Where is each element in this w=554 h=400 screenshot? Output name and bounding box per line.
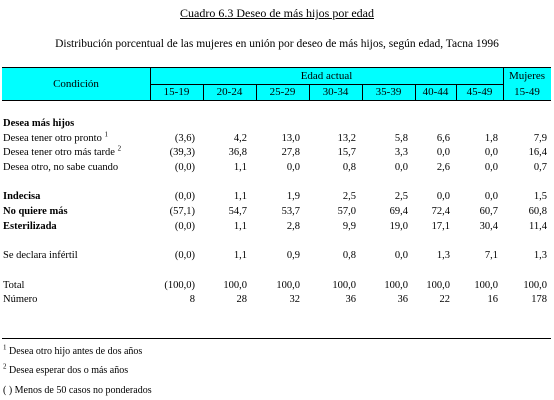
cell-value: 1,1 <box>233 250 247 262</box>
cell-value: 1,3 <box>533 250 547 262</box>
table-body <box>0 117 554 308</box>
cell-value: 100,0 <box>474 279 498 291</box>
row-label <box>3 279 24 294</box>
cell-value: 0,8 <box>342 250 356 262</box>
table-row <box>0 293 554 308</box>
cell-value: 11,4 <box>529 220 547 232</box>
row-label-text: Se declara infértil <box>3 250 78 262</box>
table-spacer <box>0 264 554 279</box>
row-label-text: Desea más hijos <box>3 118 75 129</box>
footnote-marker: 2 <box>117 144 122 153</box>
cell-value: 17,1 <box>431 220 450 232</box>
cell-value: 0,0 <box>484 191 498 203</box>
table-row <box>0 279 554 294</box>
cell-value: 32 <box>289 294 300 306</box>
cell-value: 5,8 <box>394 132 408 144</box>
row-label-text: Desea otro, no sabe cuando <box>3 162 119 174</box>
cell-value: 1,5 <box>533 191 547 203</box>
row-label-text: No quiere más <box>3 206 68 218</box>
row-label <box>3 205 68 220</box>
footnote-marker: 1 <box>104 130 108 139</box>
header-age-group: 20-24 <box>216 86 243 98</box>
cell-value: 28 <box>236 294 247 306</box>
footnote-text: Desea esperar dos o más años <box>9 365 129 376</box>
cell-value: 4,2 <box>233 132 247 144</box>
row-label-text: Total <box>3 279 25 291</box>
row-label <box>3 132 108 147</box>
cell-value: 60,8 <box>528 206 547 218</box>
cell-value: 36 <box>345 294 356 306</box>
cell-value: 57,0 <box>337 206 356 218</box>
cell-value: 100,0 <box>276 279 300 291</box>
cell-value: 30,4 <box>479 220 498 232</box>
row-label-text: Esterilizada <box>3 220 57 232</box>
footnote <box>3 384 152 398</box>
cell-value: 100,0 <box>332 279 356 291</box>
table-row <box>0 205 554 220</box>
header-age-group: 25-29 <box>269 86 296 98</box>
header-mujeres: Mujeres <box>508 70 546 82</box>
table-spacer <box>0 235 554 250</box>
footnote <box>3 345 142 359</box>
cell-value: 1,9 <box>286 191 300 203</box>
table-header <box>2 67 551 101</box>
cell-value: 178 <box>531 294 547 306</box>
cell-value: 8 <box>189 294 195 306</box>
cell-value: 0,7 <box>533 162 547 174</box>
cell-value: 27,8 <box>281 147 300 159</box>
cell-value: (3,6) <box>174 132 195 144</box>
table-row <box>0 161 554 176</box>
header-age-group: 40-44 <box>422 86 449 98</box>
cell-value: (57,1) <box>169 206 195 218</box>
row-label <box>3 146 121 161</box>
row-label-text: Desea tener otro pronto <box>3 132 102 144</box>
header-condicion: Condición <box>53 78 99 90</box>
table-spacer <box>0 176 554 191</box>
row-label <box>3 220 57 235</box>
cell-value: 54,7 <box>228 206 247 218</box>
cell-value: 13,0 <box>281 132 300 144</box>
cell-value: (100,0) <box>164 279 195 291</box>
cell-value: 3,3 <box>394 147 408 159</box>
cell-value: 16,4 <box>528 147 547 159</box>
table-subtitle: Distribución porcentual de las mujeres en unión por deseo de más hijos, según edad, Tacna 1996 <box>55 38 499 50</box>
cell-value: 0,9 <box>286 250 300 262</box>
cell-value: 19,0 <box>389 220 408 232</box>
row-label <box>3 117 74 132</box>
cell-value: 0,0 <box>484 147 498 159</box>
table-bottom-rule <box>2 338 551 339</box>
cell-value: 1,3 <box>436 250 450 262</box>
cell-value: 69,4 <box>389 206 408 218</box>
footnote-text: Desea otro hijo antes de dos años <box>9 346 143 357</box>
cell-value: 2,5 <box>394 191 408 203</box>
cell-value: 53,7 <box>281 206 300 218</box>
table-row <box>0 190 554 205</box>
cell-value: 36 <box>397 294 408 306</box>
row-label <box>3 249 78 264</box>
table-row <box>0 117 554 132</box>
cell-value: 0,0 <box>436 191 450 203</box>
table-row <box>0 132 554 147</box>
table-row <box>0 146 554 161</box>
cell-value: (0,0) <box>174 162 195 174</box>
cell-value: 1,1 <box>233 162 247 174</box>
cell-value: 6,6 <box>436 132 450 144</box>
header-age-group: 30-34 <box>322 86 349 98</box>
cell-value: 0,0 <box>394 162 408 174</box>
row-label-text: Número <box>3 294 38 306</box>
header-age-group: 35-39 <box>375 86 402 98</box>
cell-value: 60,7 <box>479 206 498 218</box>
row-label-text: Indecisa <box>3 191 41 203</box>
cell-value: 7,1 <box>484 250 498 262</box>
cell-value: 0,0 <box>286 162 300 174</box>
table-row <box>0 220 554 235</box>
cell-value: 100,0 <box>426 279 450 291</box>
footnote <box>3 364 128 378</box>
cell-value: 13,2 <box>337 132 356 144</box>
table-title: Cuadro 6.3 Deseo de más hijos por edad <box>180 6 374 20</box>
cell-value: (0,0) <box>174 191 195 203</box>
cell-value: 72,4 <box>431 206 450 218</box>
cell-value: 100,0 <box>523 279 547 291</box>
cell-value: 100,0 <box>223 279 247 291</box>
cell-value: 1,1 <box>233 191 247 203</box>
header-mujeres-range: 15-49 <box>514 86 540 98</box>
cell-value: 36,8 <box>228 147 247 159</box>
cell-value: 0,0 <box>484 162 498 174</box>
row-label-text: Desea tener otro más tarde <box>3 147 115 159</box>
cell-value: 0,0 <box>394 250 408 262</box>
cell-value: 16 <box>487 294 498 306</box>
cell-value: 100,0 <box>384 279 408 291</box>
header-age-group: 15-19 <box>163 86 190 98</box>
footnote-marker: 1 <box>3 343 7 352</box>
cell-value: 1,8 <box>484 132 498 144</box>
cell-value: (39,3) <box>169 147 195 159</box>
cell-value: (0,0) <box>174 220 195 232</box>
cell-value: 22 <box>439 294 450 306</box>
cell-value: 2,5 <box>342 191 356 203</box>
footnote-marker: 2 <box>3 362 7 371</box>
cell-value: 2,8 <box>286 220 300 232</box>
cell-value: 0,8 <box>342 162 356 174</box>
cell-value: 15,7 <box>337 147 356 159</box>
row-label <box>3 190 40 205</box>
footnote-text: ( ) Menos de 50 casos no ponderados <box>3 385 152 396</box>
header-age-group: 45-49 <box>466 86 493 98</box>
cell-value: 1,1 <box>233 220 247 232</box>
cell-value: 9,9 <box>342 220 356 232</box>
cell-value: 2,6 <box>436 162 450 174</box>
cell-value: 7,9 <box>533 132 547 144</box>
row-label <box>3 161 118 176</box>
cell-value: 0,0 <box>436 147 450 159</box>
table-row <box>0 249 554 264</box>
row-label <box>3 293 37 308</box>
header-edad-actual: Edad actual <box>300 70 353 82</box>
cell-value: (0,0) <box>174 250 195 262</box>
